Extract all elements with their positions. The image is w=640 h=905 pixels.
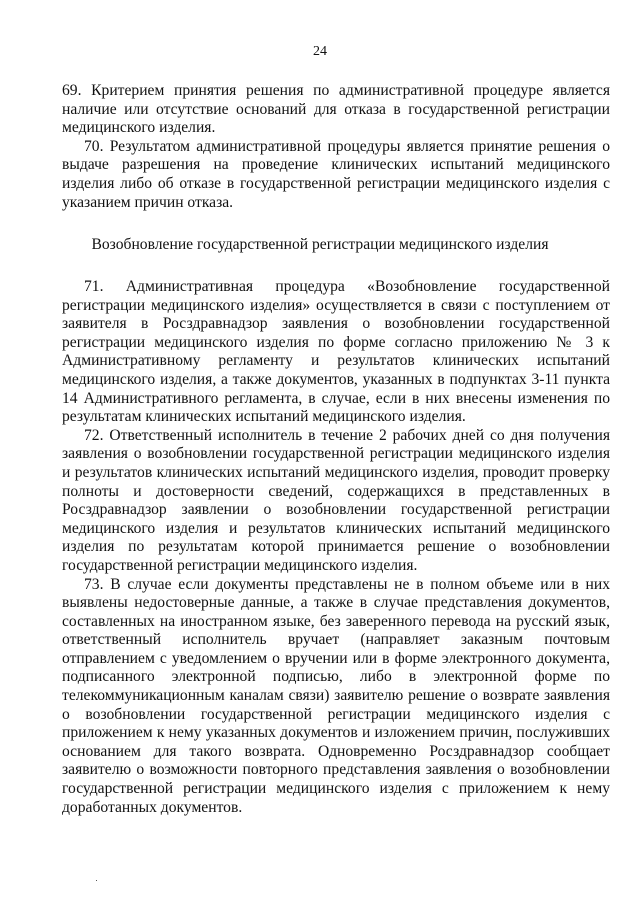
paragraph-70: 70. Результатом административной процедуры является принятие решения о выдаче разрешения на проведение клинических испытаний медицинского изделия либо об отказе в государственной регистрации медицинского изделия с указанием причин отказа.	[62, 137, 610, 211]
section-procedure-results	[62, 82, 610, 212]
paragraph-71: 71. Административная процедура «Возобновление государственной регистрации медицинского изделия» осуществляется в связи с поступлением от заявителя в Росздравнадзор заявления о возобновлении государственной регистрации медицинского изделия по форме согласно приложению № 3 к Административному регламенту и результатов клинических испытаний медицинского изделия, а также документов, указанных в подпунктах 3-11 пункта 14 Административного регламента, в случае, если в них внесены изменения по результатам клинических испытаний медицинского изделия.	[62, 278, 610, 426]
page-number: 24	[313, 44, 327, 59]
paragraph-72: 72. Ответственный исполнитель в течение 2 рабочих дней со дня получения заявления о возобновлении государственной регистрации медицинского изделия и результатов клинических испытаний медицинского изделия, проводит проверку полноты и достоверности сведений, содержащихся в представленных в Росздравнадзор заявлении о возобновлении государственной регистрации медицинского изделия и результатов клинических испытаний медицинского изделия по результатам которой принимается решение о возобновлении государственной регистрации медицинского изделия.	[62, 426, 610, 574]
paragraph-69: 69. Критерием принятия решения по административной процедуре является наличие или отсутствие оснований для отказа в государственной регистрации медицинского изделия.	[62, 82, 610, 137]
paragraph-73: 73. В случае если документы представлены не в полном объеме или в них выявлены недостоверные данные, а также в случае представления документов, составленных на иностранном языке, без заверенного перевода на русский язык, ответственный исполнитель вручает (направляет заказным почтовым отправлением с уведомлением о вручении или в форме электронного документа, подписанного электронной подписью, либо в электронной форме по телекоммуникационным каналам связи) заявителю решение о возврате заявления о возобновлении государственной регистрации медицинского изделия с приложением к нему указанных документов и изложением причин, послуживших основанием для такого возврата. Одновременно Росздравнадзор сообщает заявителю о возможности повторного представления заявления о возобновлении государственной регистрации медицинского изделия с приложением к нему доработанных документов.	[62, 575, 610, 816]
section-heading: Возобновление государственной регистрации медицинского изделия	[91, 236, 549, 253]
scan-speck	[96, 880, 97, 881]
section-resumption	[62, 278, 610, 817]
